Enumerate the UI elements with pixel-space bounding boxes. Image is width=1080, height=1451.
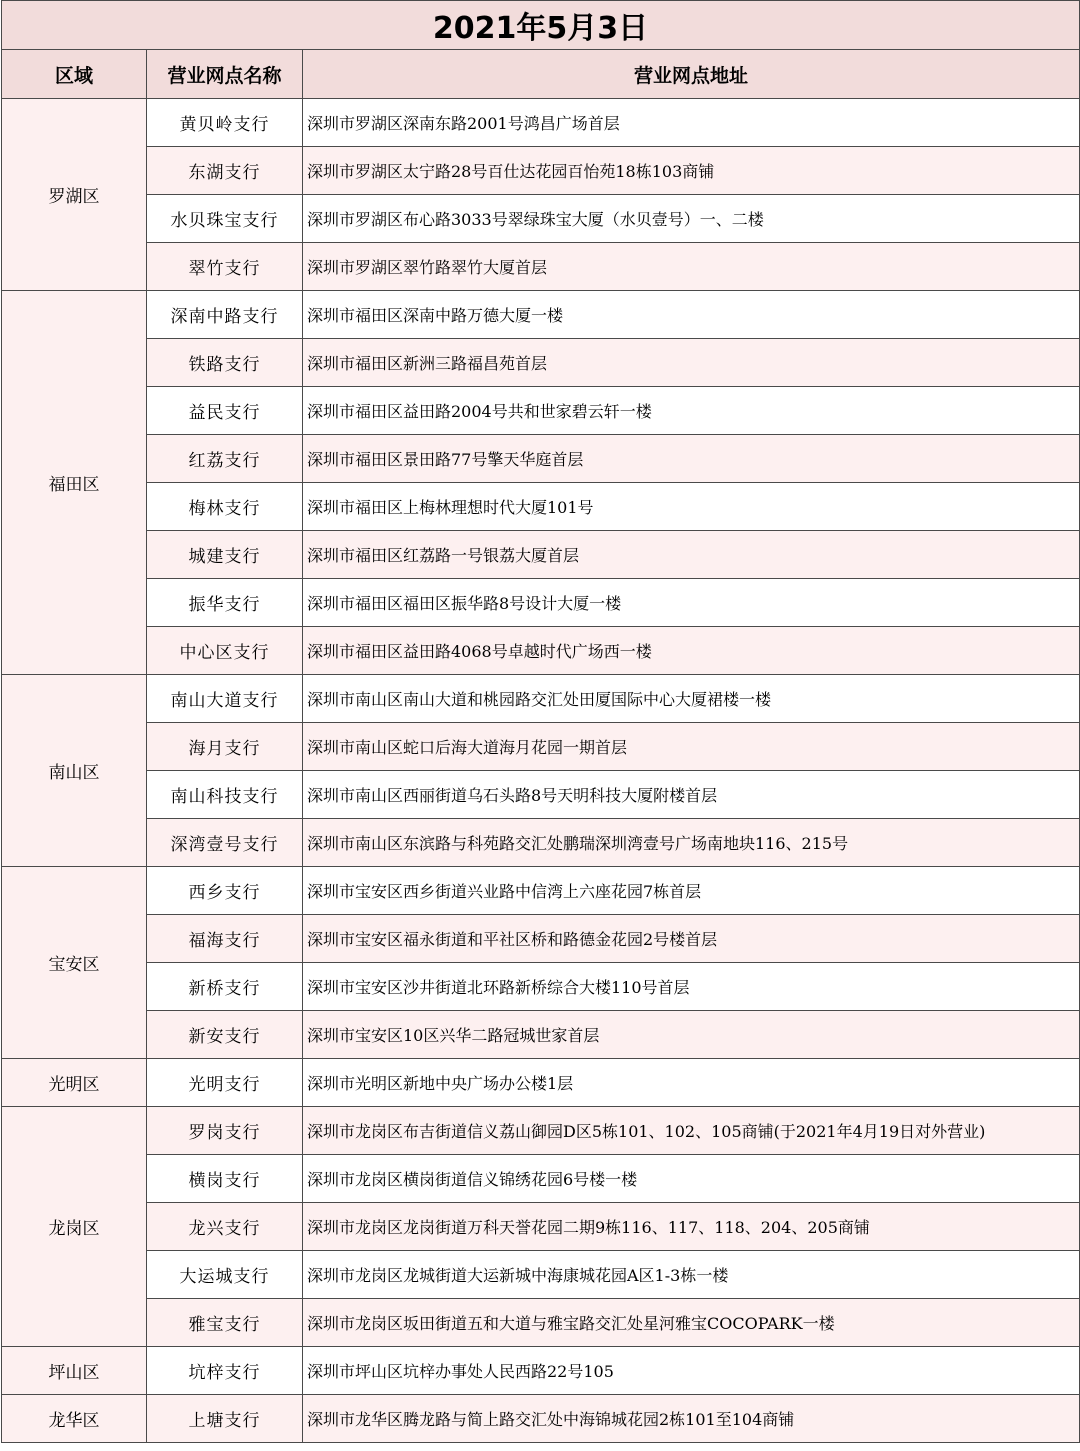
branch-address-cell: 深圳市龙岗区龙岗街道万科天誉花园二期9栋116、117、118、204、205商铺 [303, 1203, 1080, 1251]
district-cell: 龙华区 [2, 1395, 147, 1443]
table-row [2, 915, 1080, 963]
branch-name-cell: 海月支行 [147, 723, 303, 771]
branch-address-cell: 深圳市罗湖区翠竹路翠竹大厦首层 [303, 243, 1080, 291]
branch-address-cell: 深圳市南山区蛇口后海大道海月花园一期首层 [303, 723, 1080, 771]
branch-address-cell: 深圳市南山区东滨路与科苑路交汇处鹏瑞深圳湾壹号广场南地块116、215号 [303, 819, 1080, 867]
branch-address-cell: 深圳市福田区益田路4068号卓越时代广场西一楼 [303, 627, 1080, 675]
branch-name-cell: 光明支行 [147, 1059, 303, 1107]
branch-name-cell: 福海支行 [147, 915, 303, 963]
branch-name-cell: 新桥支行 [147, 963, 303, 1011]
district-cell: 坪山区 [2, 1347, 147, 1395]
branch-name-cell: 东湖支行 [147, 147, 303, 195]
table-row [2, 243, 1080, 291]
branch-name-cell: 翠竹支行 [147, 243, 303, 291]
branch-name-cell: 南山大道支行 [147, 675, 303, 723]
table-row [2, 1395, 1080, 1443]
branch-name-cell: 罗岗支行 [147, 1107, 303, 1155]
branch-address-cell: 深圳市福田区上梅林理想时代大厦101号 [303, 483, 1080, 531]
branch-address-cell: 深圳市福田区深南中路万德大厦一楼 [303, 291, 1080, 339]
branch-name-cell: 新安支行 [147, 1011, 303, 1059]
table-row [2, 147, 1080, 195]
table-row [2, 867, 1080, 915]
branch-address-cell: 深圳市福田区新洲三路福昌苑首层 [303, 339, 1080, 387]
branch-name-cell: 水贝珠宝支行 [147, 195, 303, 243]
branch-address-cell: 深圳市龙岗区龙城街道大运新城中海康城花园A区1-3栋一楼 [303, 1251, 1080, 1299]
branch-address-cell: 深圳市南山区西丽街道乌石头路8号天明科技大厦附楼首层 [303, 771, 1080, 819]
header-branch: 营业网点名称 [147, 50, 303, 99]
branch-name-cell: 城建支行 [147, 531, 303, 579]
branch-name-cell: 振华支行 [147, 579, 303, 627]
branch-address-cell: 深圳市福田区红荔路一号银荔大厦首层 [303, 531, 1080, 579]
table-row [2, 531, 1080, 579]
table-row [2, 1251, 1080, 1299]
table-row [2, 1059, 1080, 1107]
branch-name-cell: 大运城支行 [147, 1251, 303, 1299]
branch-name-cell: 梅林支行 [147, 483, 303, 531]
table-row [2, 963, 1080, 1011]
branch-name-cell: 铁路支行 [147, 339, 303, 387]
table-row [2, 675, 1080, 723]
district-cell: 福田区 [2, 291, 147, 675]
table-row [2, 195, 1080, 243]
table-row [2, 1155, 1080, 1203]
branch-address-cell: 深圳市福田区益田路2004号共和世家碧云轩一楼 [303, 387, 1080, 435]
branch-address-cell: 深圳市宝安区沙井街道北环路新桥综合大楼110号首层 [303, 963, 1080, 1011]
branch-name-cell: 红荔支行 [147, 435, 303, 483]
branch-address-cell: 深圳市龙华区腾龙路与简上路交汇处中海锦城花园2栋101至104商铺 [303, 1395, 1080, 1443]
district-cell: 龙岗区 [2, 1107, 147, 1347]
table-row [2, 579, 1080, 627]
branch-address-cell: 深圳市福田区福田区振华路8号设计大厦一楼 [303, 579, 1080, 627]
table-row [2, 483, 1080, 531]
branch-name-cell: 黄贝岭支行 [147, 99, 303, 147]
branch-name-cell: 龙兴支行 [147, 1203, 303, 1251]
branch-name-cell: 深南中路支行 [147, 291, 303, 339]
district-cell: 罗湖区 [2, 99, 147, 291]
branch-address-cell: 深圳市宝安区西乡街道兴业路中信湾上六座花园7栋首层 [303, 867, 1080, 915]
branch-name-cell: 西乡支行 [147, 867, 303, 915]
branch-table [1, 0, 1080, 1443]
header-row [2, 50, 1080, 99]
branch-address-cell: 深圳市罗湖区深南东路2001号鸿昌广场首层 [303, 99, 1080, 147]
branch-name-cell: 中心区支行 [147, 627, 303, 675]
table-row [2, 387, 1080, 435]
table-row [2, 1203, 1080, 1251]
table-row [2, 1347, 1080, 1395]
table-row [2, 339, 1080, 387]
table-row [2, 435, 1080, 483]
table-row [2, 99, 1080, 147]
table-row [2, 291, 1080, 339]
branch-address-cell: 深圳市龙岗区布吉街道信义荔山御园D区5栋101、102、105商铺(于2021年4月19日对外营业) [303, 1107, 1080, 1155]
branch-address-cell: 深圳市光明区新地中央广场办公楼1层 [303, 1059, 1080, 1107]
table-row [2, 1107, 1080, 1155]
table-row [2, 819, 1080, 867]
branch-name-cell: 坑梓支行 [147, 1347, 303, 1395]
district-cell: 宝安区 [2, 867, 147, 1059]
table-row [2, 723, 1080, 771]
branch-address-cell: 深圳市罗湖区太宁路28号百仕达花园百怡苑18栋103商铺 [303, 147, 1080, 195]
table-row [2, 1011, 1080, 1059]
branch-name-cell: 益民支行 [147, 387, 303, 435]
branch-address-cell: 深圳市坪山区坑梓办事处人民西路22号105 [303, 1347, 1080, 1395]
district-cell: 光明区 [2, 1059, 147, 1107]
header-address: 营业网点地址 [303, 50, 1080, 99]
header-district: 区域 [2, 50, 147, 99]
table-row [2, 627, 1080, 675]
branch-address-cell: 深圳市罗湖区布心路3033号翠绿珠宝大厦（水贝壹号）一、二楼 [303, 195, 1080, 243]
branch-name-cell: 雅宝支行 [147, 1299, 303, 1347]
table-body [2, 99, 1080, 1443]
district-cell: 南山区 [2, 675, 147, 867]
branch-address-cell: 深圳市福田区景田路77号擎天华庭首层 [303, 435, 1080, 483]
table-row [2, 1299, 1080, 1347]
branch-address-cell: 深圳市龙岗区横岗街道信义锦绣花园6号楼一楼 [303, 1155, 1080, 1203]
branch-name-cell: 上塘支行 [147, 1395, 303, 1443]
branch-name-cell: 南山科技支行 [147, 771, 303, 819]
branch-name-cell: 深湾壹号支行 [147, 819, 303, 867]
branch-address-cell: 深圳市龙岗区坂田街道五和大道与雅宝路交汇处星河雅宝COCOPARK一楼 [303, 1299, 1080, 1347]
branch-address-cell: 深圳市南山区南山大道和桃园路交汇处田厦国际中心大厦裙楼一楼 [303, 675, 1080, 723]
table-title: 2021年5月3日 [2, 1, 1080, 50]
branch-name-cell: 横岗支行 [147, 1155, 303, 1203]
branch-address-cell: 深圳市宝安区福永街道和平社区桥和路德金花园2号楼首层 [303, 915, 1080, 963]
title-row [2, 1, 1080, 50]
branch-address-cell: 深圳市宝安区10区兴华二路冠城世家首层 [303, 1011, 1080, 1059]
table-row [2, 771, 1080, 819]
